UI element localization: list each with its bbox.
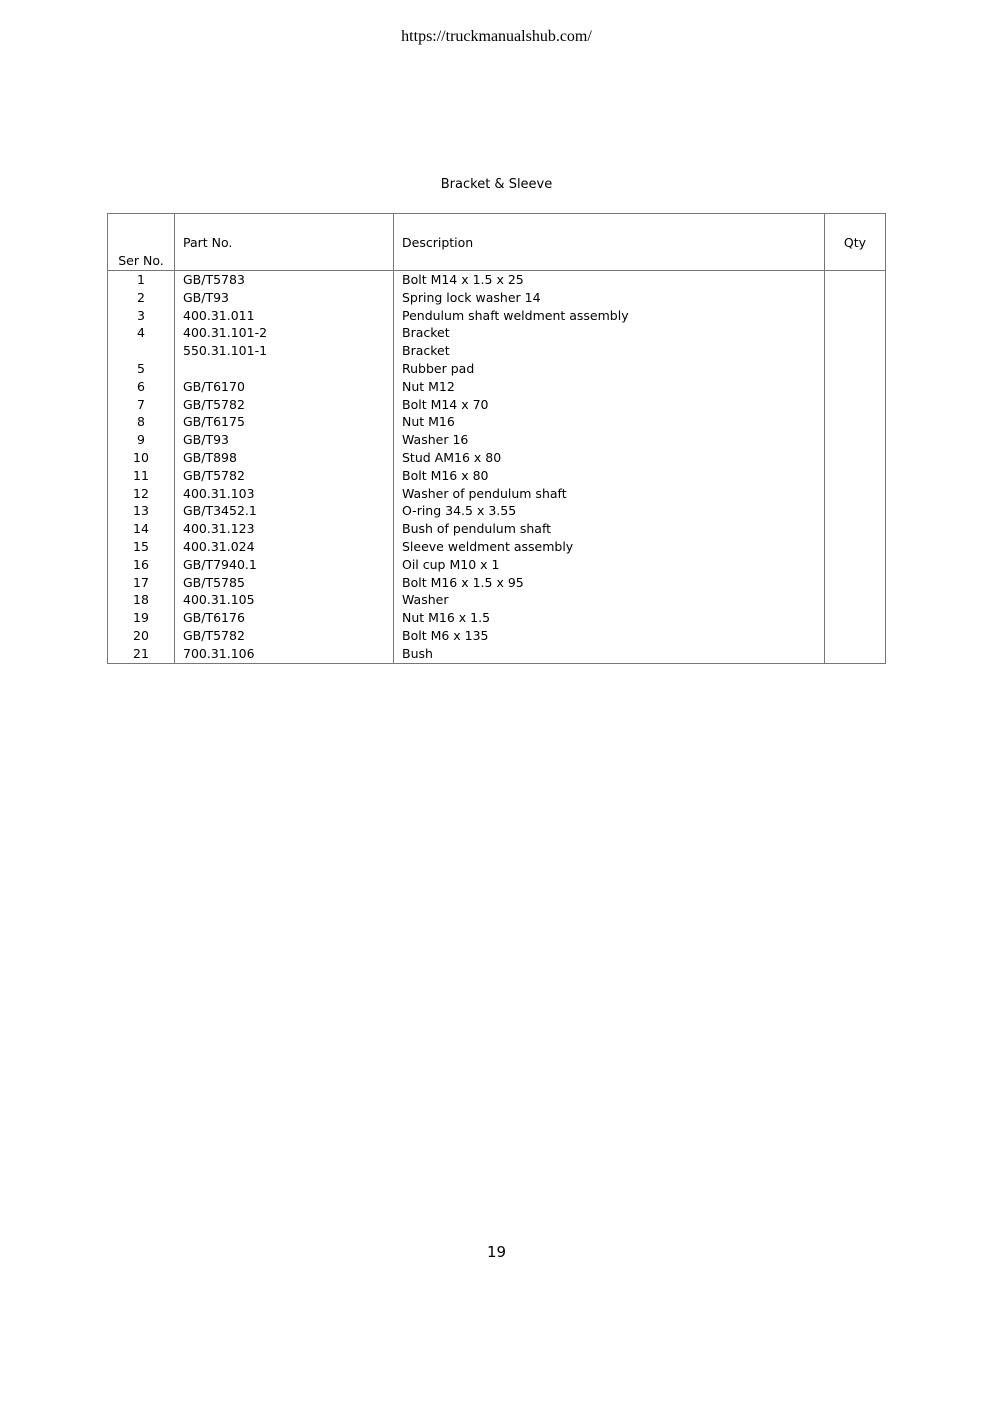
part-no-cell: GB/T7940.1 [175,556,394,574]
part-no-cell: GB/T6176 [175,609,394,627]
description-cell: Bush of pendulum shaft [394,520,825,538]
description-cell: O-ring 34.5 x 3.55 [394,502,825,520]
qty-cell [825,289,886,307]
ser-no-cell: 15 [108,538,175,556]
table-row [108,538,886,556]
qty-cell [825,396,886,414]
ser-no-cell: 6 [108,378,175,396]
qty-cell [825,307,886,325]
description-cell: Nut M12 [394,378,825,396]
qty-cell [825,645,886,663]
qty-cell [825,574,886,592]
ser-no-cell: 10 [108,449,175,467]
table-row [108,324,886,342]
part-no-cell: GB/T93 [175,431,394,449]
description-cell: Bolt M6 x 135 [394,627,825,645]
part-no-cell: GB/T5782 [175,396,394,414]
part-no-cell: 400.31.105 [175,591,394,609]
table-row [108,627,886,645]
header-url[interactable]: https://truckmanualshub.com/ [401,28,592,45]
qty-cell [825,413,886,431]
description-cell: Sleeve weldment assembly [394,538,825,556]
header-description: Description [394,214,825,271]
table-row [108,574,886,592]
ser-no-cell: 8 [108,413,175,431]
description-cell: Bolt M16 x 80 [394,467,825,485]
qty-cell [825,431,886,449]
part-no-cell: GB/T898 [175,449,394,467]
description-cell: Bracket [394,342,825,360]
table-row [108,378,886,396]
description-cell: Bolt M16 x 1.5 x 95 [394,574,825,592]
part-no-cell: GB/T93 [175,289,394,307]
ser-no-cell: 9 [108,431,175,449]
table-row [108,289,886,307]
page-number: 19 [486,1243,507,1261]
header-part-no: Part No. [175,214,394,271]
part-no-cell: 400.31.011 [175,307,394,325]
part-no-cell: GB/T5782 [175,467,394,485]
table-row [108,431,886,449]
ser-no-cell: 2 [108,289,175,307]
qty-cell [825,538,886,556]
table-header-row [108,214,886,271]
ser-no-cell: 18 [108,591,175,609]
page-title: Bracket & Sleeve [440,177,553,192]
table-row [108,485,886,503]
table-row [108,449,886,467]
ser-no-cell: 3 [108,307,175,325]
qty-cell [825,342,886,360]
description-cell: Washer of pendulum shaft [394,485,825,503]
description-cell: Nut M16 x 1.5 [394,609,825,627]
description-cell: Stud AM16 x 80 [394,449,825,467]
header-qty: Qty [825,214,886,271]
table-row [108,413,886,431]
table-row [108,342,886,360]
table-row [108,467,886,485]
qty-cell [825,467,886,485]
ser-no-cell: 14 [108,520,175,538]
qty-cell [825,271,886,289]
ser-no-cell: 21 [108,645,175,663]
ser-no-cell: 16 [108,556,175,574]
qty-cell [825,324,886,342]
table-row [108,307,886,325]
part-no-cell: GB/T5783 [175,271,394,289]
table-row [108,520,886,538]
part-no-cell: GB/T5785 [175,574,394,592]
qty-cell [825,485,886,503]
ser-no-cell [108,342,175,360]
table-row [108,360,886,378]
description-cell: Oil cup M10 x 1 [394,556,825,574]
description-cell: Nut M16 [394,413,825,431]
description-cell: Bush [394,645,825,663]
part-no-cell: 400.31.024 [175,538,394,556]
ser-no-cell: 19 [108,609,175,627]
ser-no-cell: 11 [108,467,175,485]
table-row [108,591,886,609]
table-row [108,396,886,414]
qty-cell [825,591,886,609]
table-row [108,609,886,627]
part-no-cell: 400.31.123 [175,520,394,538]
qty-cell [825,502,886,520]
qty-cell [825,520,886,538]
table-row [108,271,886,289]
header-ser-no: Ser No. [108,214,175,271]
ser-no-cell: 7 [108,396,175,414]
table-row [108,645,886,663]
part-no-cell: 550.31.101-1 [175,342,394,360]
ser-no-cell: 5 [108,360,175,378]
description-cell: Spring lock washer 14 [394,289,825,307]
table-row [108,502,886,520]
qty-cell [825,360,886,378]
ser-no-cell: 1 [108,271,175,289]
ser-no-cell: 20 [108,627,175,645]
part-no-cell: GB/T6175 [175,413,394,431]
description-cell: Washer 16 [394,431,825,449]
parts-table-body [108,271,886,664]
part-no-cell: 400.31.101-2 [175,324,394,342]
part-no-cell: 700.31.106 [175,645,394,663]
part-no-cell: GB/T5782 [175,627,394,645]
qty-cell [825,378,886,396]
description-cell: Washer [394,591,825,609]
description-cell: Bolt M14 x 70 [394,396,825,414]
ser-no-cell: 17 [108,574,175,592]
description-cell: Pendulum shaft weldment assembly [394,307,825,325]
part-no-cell: GB/T6170 [175,378,394,396]
ser-no-cell: 12 [108,485,175,503]
description-cell: Bracket [394,324,825,342]
qty-cell [825,627,886,645]
ser-no-cell: 13 [108,502,175,520]
part-no-cell [175,360,394,378]
qty-cell [825,556,886,574]
table-row [108,556,886,574]
ser-no-cell: 4 [108,324,175,342]
part-no-cell: GB/T3452.1 [175,502,394,520]
description-cell: Rubber pad [394,360,825,378]
description-cell: Bolt M14 x 1.5 x 25 [394,271,825,289]
qty-cell [825,449,886,467]
part-no-cell: 400.31.103 [175,485,394,503]
qty-cell [825,609,886,627]
parts-table [107,213,886,664]
